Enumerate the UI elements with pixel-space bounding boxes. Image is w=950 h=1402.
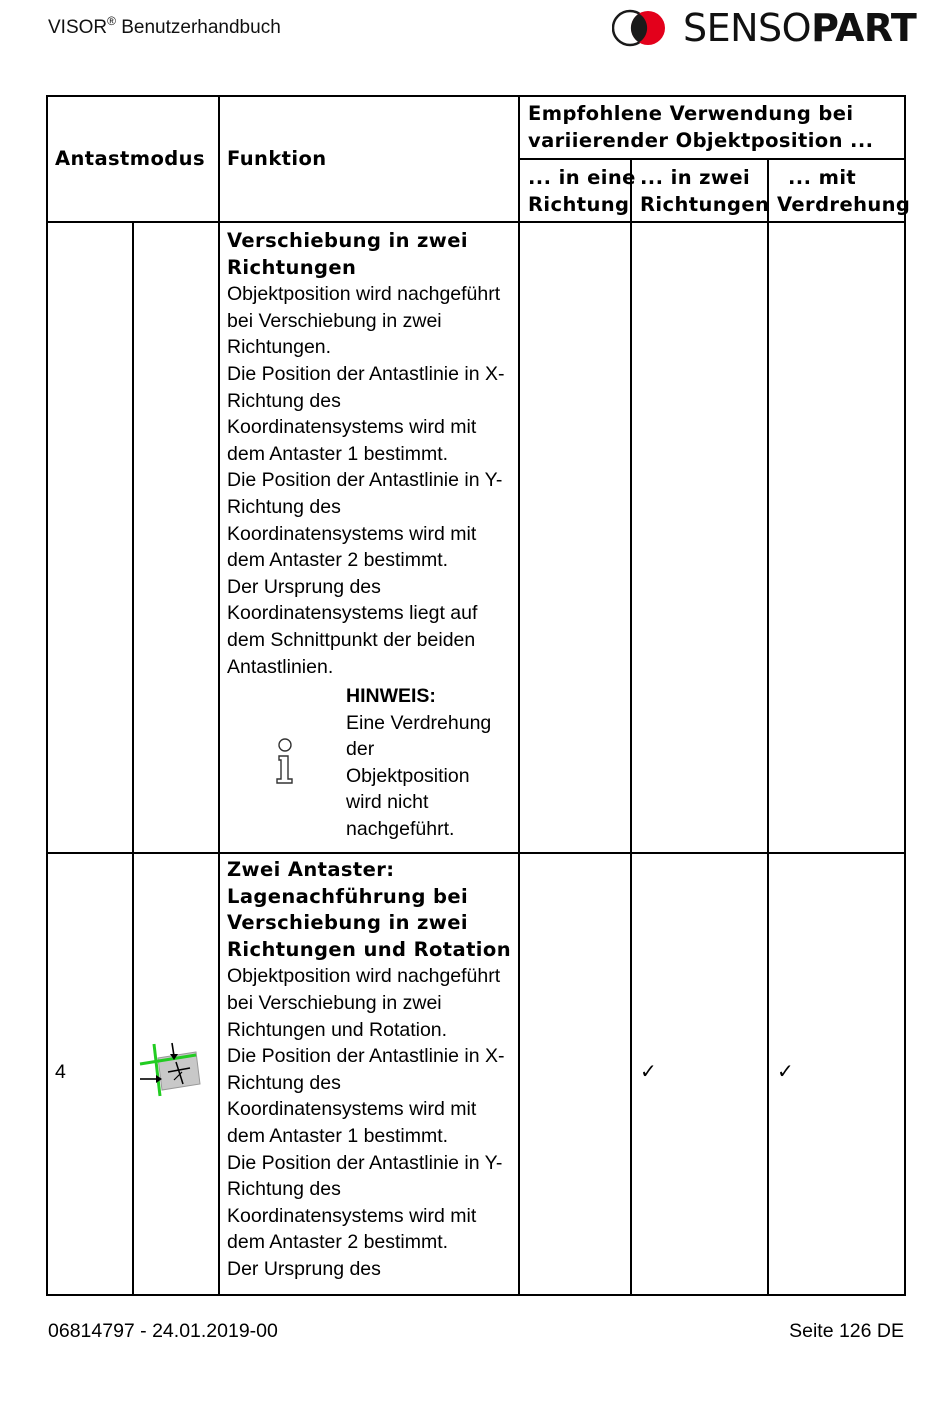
row-divider bbox=[46, 852, 906, 854]
header-one-direction-line1: ... in eine bbox=[528, 166, 636, 189]
checkmark-two-directions-icon: ✓ bbox=[640, 1059, 657, 1083]
header-recommended-line1: Empfohlene Verwendung bei bbox=[528, 102, 854, 125]
row2-line: Richtung des bbox=[227, 1071, 341, 1094]
row2-title-line: Lagenachführung bei bbox=[227, 884, 469, 908]
row1-line: Antastlinien. bbox=[227, 655, 334, 678]
table-border-left bbox=[46, 95, 48, 1296]
header-recommended-line2: variierender Objektposition ... bbox=[528, 129, 874, 152]
two-probe-rotation-icon bbox=[138, 1042, 204, 1098]
probe-mode-table bbox=[46, 95, 911, 1296]
registered-mark: ® bbox=[107, 14, 116, 28]
mode-icon-column-rule bbox=[132, 221, 134, 1296]
note-title: HINWEIS: bbox=[346, 685, 436, 707]
note-line: der bbox=[346, 738, 375, 761]
row2-title-line: Richtungen und Rotation bbox=[227, 937, 511, 961]
logo-wordmark bbox=[683, 6, 916, 50]
title-suffix: Benutzerhandbuch bbox=[115, 17, 281, 38]
header-rotation-line1: ... mit bbox=[788, 166, 857, 189]
header-divider bbox=[518, 158, 906, 160]
header-recommended bbox=[528, 100, 873, 154]
row2-line: Die Position der Antastlinie in X- bbox=[227, 1045, 505, 1068]
header-funktion: Funktion bbox=[227, 147, 327, 170]
info-icon bbox=[272, 737, 298, 787]
row1-line: Der Ursprung des bbox=[227, 575, 381, 598]
logo-part1: SENSO bbox=[683, 6, 812, 50]
logo-part2: PART bbox=[811, 6, 917, 50]
function-column-rule bbox=[218, 95, 220, 1296]
row2-line: bei Verschiebung in zwei bbox=[227, 991, 442, 1014]
row1-line: dem Antaster 1 bestimmt. bbox=[227, 442, 449, 465]
row1-title-line1: Verschiebung in zwei bbox=[227, 229, 468, 252]
hinweis-note bbox=[346, 683, 516, 843]
note-line: Eine Verdrehung bbox=[346, 711, 492, 734]
row1-function-cell bbox=[227, 228, 517, 680]
header-bottom-rule bbox=[46, 221, 906, 223]
document-id: 06814797 - 24.01.2019-00 bbox=[48, 1320, 278, 1342]
logo-mark-icon bbox=[612, 8, 672, 48]
row2-line: Richtung des bbox=[227, 1178, 341, 1201]
row1-line: Richtungen. bbox=[227, 336, 332, 359]
header-two-directions-line1: ... in zwei bbox=[640, 166, 751, 189]
row1-line: Richtung des bbox=[227, 389, 341, 412]
row1-description bbox=[227, 281, 517, 680]
header-one-direction bbox=[528, 164, 636, 218]
col3-rule bbox=[767, 158, 769, 1296]
row2-line: Der Ursprung des bbox=[227, 1257, 381, 1280]
row2-line: Koordinatensystems wird mit bbox=[227, 1098, 477, 1121]
row1-line: Richtung des bbox=[227, 495, 341, 518]
row1-title bbox=[227, 228, 517, 281]
header-rotation-line2: Verdrehung bbox=[777, 193, 911, 216]
title-prefix: VISOR bbox=[48, 17, 108, 38]
header-two-directions bbox=[640, 164, 769, 218]
note-line: Objektposition bbox=[346, 764, 470, 787]
row2-line: dem Antaster 2 bestimmt. bbox=[227, 1231, 449, 1254]
row2-line: dem Antaster 1 bestimmt. bbox=[227, 1124, 449, 1147]
row1-line: Die Position der Antastlinie in X- bbox=[227, 362, 505, 385]
header-antastmodus: Antastmodus bbox=[55, 147, 205, 170]
row2-mode-number: 4 bbox=[55, 1061, 66, 1083]
col2-rule bbox=[630, 158, 632, 1296]
row2-line: Richtungen und Rotation. bbox=[227, 1018, 448, 1041]
row1-line: bei Verschiebung in zwei bbox=[227, 309, 442, 332]
header-two-directions-line2: Richtungen bbox=[640, 193, 770, 216]
row2-line: Koordinatensystems wird mit bbox=[227, 1204, 477, 1227]
note-line: wird nicht bbox=[346, 791, 429, 814]
row1-line: Objektposition wird nachgeführt bbox=[227, 283, 501, 306]
row1-line: dem Antaster 2 bestimmt. bbox=[227, 549, 449, 572]
table-border-bottom bbox=[46, 1294, 906, 1296]
row2-title bbox=[227, 857, 517, 963]
row1-line: Koordinatensystems wird mit bbox=[227, 522, 477, 545]
row2-title-line: Verschiebung in zwei bbox=[227, 911, 468, 935]
table-border-right bbox=[904, 95, 906, 1296]
header-rotation bbox=[777, 164, 910, 218]
row2-description bbox=[227, 963, 517, 1282]
row1-title-line2: Richtungen bbox=[227, 255, 357, 279]
header-one-direction-line2: Richtung bbox=[528, 193, 630, 216]
document-title bbox=[48, 14, 281, 39]
row1-line: Die Position der Antastlinie in Y- bbox=[227, 469, 503, 492]
row2-function-cell bbox=[227, 857, 517, 1283]
row2-line: Objektposition wird nachgeführt bbox=[227, 965, 501, 988]
row2-title-line: Zwei Antaster: bbox=[227, 858, 395, 881]
recommend-column-rule bbox=[518, 95, 520, 1296]
note-line: nachgeführt. bbox=[346, 817, 455, 840]
page-number: Seite 126 DE bbox=[789, 1320, 904, 1342]
row1-line: dem Schnittpunkt der beiden bbox=[227, 628, 476, 651]
checkmark-rotation-icon: ✓ bbox=[777, 1059, 794, 1083]
row1-line: Koordinatensystems liegt auf bbox=[227, 602, 478, 625]
sensopart-logo bbox=[612, 6, 917, 50]
row2-line: Die Position der Antastlinie in Y- bbox=[227, 1151, 503, 1174]
table-border-top bbox=[46, 95, 906, 97]
row1-line: Koordinatensystems wird mit bbox=[227, 416, 477, 439]
